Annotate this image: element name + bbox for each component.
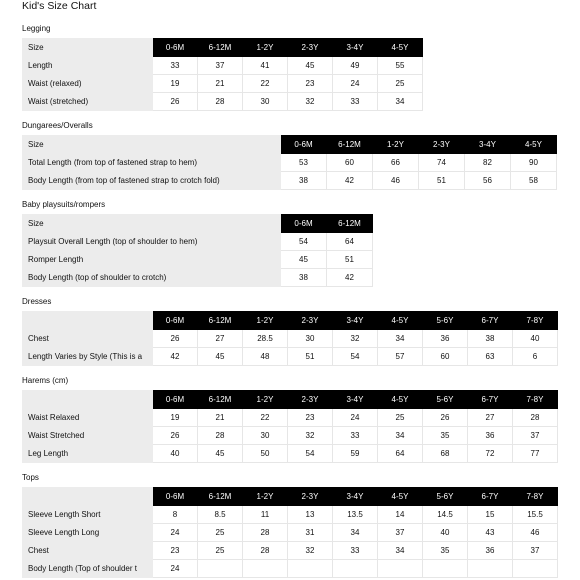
- size-column-header: 2-3Y: [288, 312, 333, 330]
- dungarees-size-table: [22, 135, 557, 190]
- table-cell: 8: [153, 506, 198, 524]
- table-cell: 23: [153, 542, 198, 560]
- table-cell: 35: [423, 427, 468, 445]
- size-column-header: 5-6Y: [423, 391, 468, 409]
- table-cell: 24: [153, 560, 198, 578]
- row-label: Chest: [23, 542, 153, 560]
- table-cell: 54: [288, 445, 333, 463]
- size-column-header: 7-8Y: [513, 391, 558, 409]
- table-row: [23, 542, 558, 560]
- table-cell: 14.5: [423, 506, 468, 524]
- row-label: Length Varies by Style (This is a: [23, 348, 153, 366]
- table-row: [23, 524, 558, 542]
- table-cell: 60: [327, 154, 373, 172]
- table-cell: 59: [333, 445, 378, 463]
- table-cell: 23: [288, 409, 333, 427]
- table-cell: 77: [513, 445, 558, 463]
- size-column-header: 2-3Y: [288, 488, 333, 506]
- table-cell: 21: [198, 75, 243, 93]
- legging-size-table: [22, 38, 423, 111]
- table-header-row: [23, 312, 558, 330]
- table-cell: 36: [468, 427, 513, 445]
- table-cell: 34: [333, 524, 378, 542]
- table-cell: 32: [288, 542, 333, 560]
- baby-playsuits-size-table: [22, 214, 373, 287]
- table-row: [23, 409, 558, 427]
- size-column-header: 6-7Y: [468, 488, 513, 506]
- table-cell: 24: [153, 524, 198, 542]
- table-cell: 23: [288, 75, 333, 93]
- table-cell: 28: [243, 542, 288, 560]
- table-row: [23, 233, 373, 251]
- size-column-header: 0-6M: [281, 215, 327, 233]
- size-column-header: 1-2Y: [243, 488, 288, 506]
- table-cell: 58: [511, 172, 557, 190]
- size-column-header: 3-4Y: [333, 312, 378, 330]
- row-label: Sleeve Length Short: [23, 506, 153, 524]
- table-cell: 26: [153, 427, 198, 445]
- row-label: Leg Length: [23, 445, 153, 463]
- table-cell: 53: [281, 154, 327, 172]
- header-label-cell: Size: [23, 136, 281, 154]
- header-label-cell: [23, 488, 153, 506]
- table-row: [23, 93, 423, 111]
- table-row: [23, 506, 558, 524]
- table-cell: 19: [153, 409, 198, 427]
- table-cell: [288, 560, 333, 578]
- table-cell: 40: [423, 524, 468, 542]
- table-cell: 24: [333, 409, 378, 427]
- table-cell: 40: [513, 330, 558, 348]
- size-column-header: 4-5Y: [511, 136, 557, 154]
- size-column-header: 4-5Y: [378, 488, 423, 506]
- table-cell: 64: [378, 445, 423, 463]
- size-column-header: 6-12M: [198, 391, 243, 409]
- header-label-cell: Size: [23, 215, 281, 233]
- row-label: Body Length (Top of shoulder t: [23, 560, 153, 578]
- table-cell: 51: [288, 348, 333, 366]
- dresses-size-table: [22, 311, 558, 366]
- table-cell: [423, 560, 468, 578]
- table-cell: 56: [465, 172, 511, 190]
- tops-size-table: [22, 487, 558, 578]
- size-column-header: 6-12M: [198, 312, 243, 330]
- table-cell: 37: [513, 427, 558, 445]
- table-cell: 72: [468, 445, 513, 463]
- table-cell: 45: [281, 251, 327, 269]
- table-cell: 63: [468, 348, 513, 366]
- table-row: [23, 154, 557, 172]
- table-cell: 28: [243, 524, 288, 542]
- size-column-header: 1-2Y: [243, 39, 288, 57]
- table-cell: 42: [327, 172, 373, 190]
- table-cell: 30: [243, 93, 288, 111]
- table-cell: 38: [468, 330, 513, 348]
- header-label-cell: Size: [23, 39, 153, 57]
- row-label: Length: [23, 57, 153, 75]
- table-cell: 28: [513, 409, 558, 427]
- size-column-header: 1-2Y: [243, 391, 288, 409]
- table-cell: 30: [288, 330, 333, 348]
- table-cell: 24: [333, 75, 378, 93]
- section-title-dungarees: Dungarees/Overalls: [22, 121, 93, 130]
- size-column-header: 0-6M: [281, 136, 327, 154]
- size-column-header: 6-7Y: [468, 391, 513, 409]
- table-cell: 64: [327, 233, 373, 251]
- table-header-row: [23, 488, 558, 506]
- table-cell: 51: [327, 251, 373, 269]
- size-column-header: 1-2Y: [243, 312, 288, 330]
- table-cell: 42: [153, 348, 198, 366]
- table-cell: 26: [423, 409, 468, 427]
- table-cell: 36: [468, 542, 513, 560]
- table-cell: [333, 560, 378, 578]
- table-cell: 48: [243, 348, 288, 366]
- table-cell: 45: [288, 57, 333, 75]
- table-cell: 36: [423, 330, 468, 348]
- table-cell: 33: [333, 427, 378, 445]
- table-cell: 34: [378, 93, 423, 111]
- size-column-header: 4-5Y: [378, 39, 423, 57]
- table-cell: 28: [198, 427, 243, 445]
- size-column-header: 2-3Y: [288, 391, 333, 409]
- table-cell: 50: [243, 445, 288, 463]
- size-column-header: 6-12M: [327, 136, 373, 154]
- section-title-baby-playsuits: Baby playsuits/rompers: [22, 200, 106, 209]
- table-cell: 27: [198, 330, 243, 348]
- size-column-header: 4-5Y: [378, 312, 423, 330]
- row-label: Waist (stretched): [23, 93, 153, 111]
- table-cell: 19: [153, 75, 198, 93]
- table-row: [23, 330, 558, 348]
- section-title-harems: Harems (cm): [22, 376, 69, 385]
- table-cell: 33: [333, 542, 378, 560]
- table-cell: 22: [243, 75, 288, 93]
- table-cell: 37: [378, 524, 423, 542]
- table-header-row: [23, 136, 557, 154]
- size-column-header: 6-7Y: [468, 312, 513, 330]
- table-cell: 41: [243, 57, 288, 75]
- size-column-header: 4-5Y: [378, 391, 423, 409]
- size-column-header: 7-8Y: [513, 488, 558, 506]
- table-cell: 27: [468, 409, 513, 427]
- table-header-row: [23, 391, 558, 409]
- header-label-cell: [23, 391, 153, 409]
- table-cell: 54: [281, 233, 327, 251]
- row-label: Body Length (from top of fastened strap to crotch fold): [23, 172, 281, 190]
- table-row: [23, 348, 558, 366]
- table-row: [23, 57, 423, 75]
- size-column-header: 0-6M: [153, 391, 198, 409]
- size-column-header: 6-12M: [198, 39, 243, 57]
- table-cell: 38: [281, 172, 327, 190]
- table-cell: 34: [378, 427, 423, 445]
- table-cell: 13.5: [333, 506, 378, 524]
- section-title-tops: Tops: [22, 473, 39, 482]
- table-cell: 51: [419, 172, 465, 190]
- table-cell: 11: [243, 506, 288, 524]
- table-cell: 37: [198, 57, 243, 75]
- table-cell: 45: [198, 445, 243, 463]
- size-column-header: 1-2Y: [373, 136, 419, 154]
- table-cell: 25: [378, 75, 423, 93]
- row-label: Waist Stretched: [23, 427, 153, 445]
- table-cell: 49: [333, 57, 378, 75]
- row-label: Romper Length: [23, 251, 281, 269]
- section-title-legging: Legging: [22, 24, 51, 33]
- table-cell: 13: [288, 506, 333, 524]
- table-header-row: [23, 215, 373, 233]
- table-cell: 45: [198, 348, 243, 366]
- row-label: Body Length (top of shoulder to crotch): [23, 269, 281, 287]
- size-column-header: 3-4Y: [333, 488, 378, 506]
- table-cell: 25: [198, 542, 243, 560]
- size-column-header: 2-3Y: [288, 39, 333, 57]
- table-cell: 25: [378, 409, 423, 427]
- table-cell: [243, 560, 288, 578]
- table-cell: 32: [288, 427, 333, 445]
- size-column-header: 3-4Y: [333, 39, 378, 57]
- harems-size-table: [22, 390, 558, 463]
- table-cell: 40: [153, 445, 198, 463]
- table-cell: 30: [243, 427, 288, 445]
- table-cell: 43: [468, 524, 513, 542]
- table-row: [23, 75, 423, 93]
- table-cell: 66: [373, 154, 419, 172]
- row-label: Waist (relaxed): [23, 75, 153, 93]
- table-cell: 37: [513, 542, 558, 560]
- table-cell: 46: [513, 524, 558, 542]
- table-cell: 74: [419, 154, 465, 172]
- size-column-header: 6-12M: [198, 488, 243, 506]
- table-cell: [378, 560, 423, 578]
- row-label: Waist Relaxed: [23, 409, 153, 427]
- table-cell: 68: [423, 445, 468, 463]
- table-cell: 46: [373, 172, 419, 190]
- table-cell: 15.5: [513, 506, 558, 524]
- table-row: [23, 560, 558, 578]
- table-cell: 33: [333, 93, 378, 111]
- table-header-row: [23, 39, 423, 57]
- size-column-header: 5-6Y: [423, 488, 468, 506]
- table-row: [23, 172, 557, 190]
- table-cell: 6: [513, 348, 558, 366]
- table-cell: 90: [511, 154, 557, 172]
- table-cell: 60: [423, 348, 468, 366]
- row-label: Sleeve Length Long: [23, 524, 153, 542]
- table-cell: 34: [378, 542, 423, 560]
- table-cell: [198, 560, 243, 578]
- table-cell: 82: [465, 154, 511, 172]
- size-column-header: 6-12M: [327, 215, 373, 233]
- table-row: [23, 445, 558, 463]
- size-column-header: 3-4Y: [465, 136, 511, 154]
- row-label: Playsuit Overall Length (top of shoulder to hem): [23, 233, 281, 251]
- table-cell: 8.5: [198, 506, 243, 524]
- table-cell: 42: [327, 269, 373, 287]
- table-cell: 26: [153, 330, 198, 348]
- table-cell: 33: [153, 57, 198, 75]
- size-column-header: 5-6Y: [423, 312, 468, 330]
- size-column-header: 0-6M: [153, 39, 198, 57]
- table-cell: [468, 560, 513, 578]
- table-cell: 55: [378, 57, 423, 75]
- table-cell: 14: [378, 506, 423, 524]
- table-cell: 32: [333, 330, 378, 348]
- table-cell: 38: [281, 269, 327, 287]
- table-cell: 22: [243, 409, 288, 427]
- page-title: Kid's Size Chart: [22, 0, 97, 12]
- table-cell: 28: [198, 93, 243, 111]
- table-cell: 26: [153, 93, 198, 111]
- table-cell: 54: [333, 348, 378, 366]
- row-label: Chest: [23, 330, 153, 348]
- size-column-header: 0-6M: [153, 312, 198, 330]
- table-cell: [513, 560, 558, 578]
- table-cell: 34: [378, 330, 423, 348]
- size-column-header: 7-8Y: [513, 312, 558, 330]
- table-cell: 21: [198, 409, 243, 427]
- table-cell: 32: [288, 93, 333, 111]
- table-cell: 28.5: [243, 330, 288, 348]
- table-row: [23, 427, 558, 445]
- table-row: [23, 269, 373, 287]
- table-cell: 15: [468, 506, 513, 524]
- table-cell: 57: [378, 348, 423, 366]
- table-row: [23, 251, 373, 269]
- table-cell: 25: [198, 524, 243, 542]
- size-column-header: 2-3Y: [419, 136, 465, 154]
- size-column-header: 0-6M: [153, 488, 198, 506]
- table-cell: 35: [423, 542, 468, 560]
- header-label-cell: [23, 312, 153, 330]
- size-column-header: 3-4Y: [333, 391, 378, 409]
- section-title-dresses: Dresses: [22, 297, 52, 306]
- table-cell: 31: [288, 524, 333, 542]
- row-label: Total Length (from top of fastened strap to hem): [23, 154, 281, 172]
